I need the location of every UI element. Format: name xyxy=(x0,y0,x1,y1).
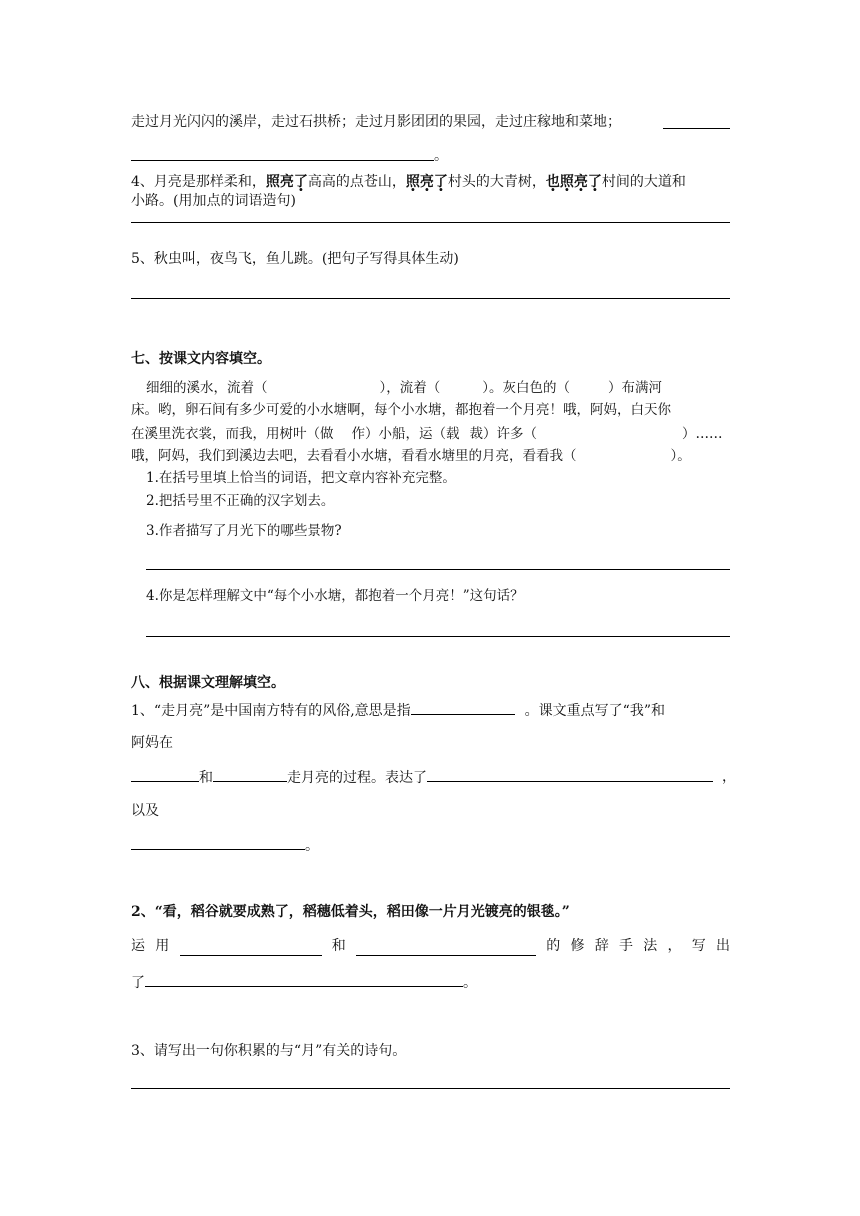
s8-char: ， xyxy=(667,938,682,954)
q4-text: 村间的大道和 xyxy=(601,174,686,190)
s8-q1-line2: 阿妈在 xyxy=(131,735,173,751)
q4-keyword: 也照亮了 xyxy=(545,174,602,190)
s7-text: ），流着（ xyxy=(379,380,441,396)
s7-text: 在溪里洗衣裳，而我，用树叶（做 xyxy=(131,426,334,442)
s8-text: 1、“走月亮”是中国南方特有的风俗,意思是指 xyxy=(131,703,411,719)
section-7-heading: 七、按课文内容填空。 xyxy=(131,351,271,367)
answer-blank[interactable] xyxy=(663,128,730,129)
s7-para-line1 xyxy=(146,378,662,398)
s8-q3: 3、请写出一句你积累的与“月”有关的诗句。 xyxy=(131,1043,407,1059)
s8-q1-line4: 以及 xyxy=(131,803,159,819)
q4-keyword: 照亮了 xyxy=(405,174,448,190)
s7-text: 作）小船，运（载 xyxy=(351,426,460,442)
s8-char: 修 xyxy=(570,938,585,954)
fill-blank[interactable] xyxy=(411,700,515,715)
s7-text: ）。灰白色的（ xyxy=(482,380,570,396)
s8-char: 的 xyxy=(546,938,561,954)
answer-line[interactable] xyxy=(146,636,730,637)
s8-char: 和 xyxy=(331,938,346,954)
s8-q1-comma: ， xyxy=(722,769,736,785)
q4-line2: 小路。(用加点的词语造句) xyxy=(131,193,296,209)
s8-char: 了 xyxy=(131,975,145,991)
s7-para-line3 xyxy=(131,424,723,444)
q5-text: 5、秋虫叫，夜鸟飞，鱼儿跳。(把句子写得具体生动) xyxy=(131,251,459,267)
fill-blank[interactable] xyxy=(427,767,713,782)
s7-sub1: 1.在括号里填上恰当的词语，把文章内容补充完整。 xyxy=(146,470,456,486)
s8-q1-line3 xyxy=(131,767,713,788)
s8-q2-line1 xyxy=(131,936,730,956)
s7-para-line4 xyxy=(131,446,691,466)
s8-char: 出 xyxy=(716,938,730,954)
answer-line[interactable] xyxy=(146,569,730,570)
s8-q2-line2 xyxy=(131,972,477,993)
q4-text: 高高的点苍山， xyxy=(307,174,406,190)
s8-char: 写 xyxy=(691,938,706,954)
answer-blank[interactable] xyxy=(131,160,434,161)
s8-q1-line1 xyxy=(131,700,665,721)
fill-blank[interactable] xyxy=(145,972,463,987)
fill-blank[interactable] xyxy=(213,767,287,782)
answer-line[interactable] xyxy=(131,1088,730,1089)
answer-line[interactable] xyxy=(131,298,730,299)
s8-q2-quote: 2、“看，稻谷就要成熟了，稻穗低着头，稻田像一片月光镀亮的银毯。” xyxy=(131,904,570,920)
answer-line[interactable] xyxy=(131,222,730,223)
fill-blank[interactable] xyxy=(180,941,322,956)
s7-text: ）布满河 xyxy=(608,380,662,396)
s8-text: 。 xyxy=(305,838,319,854)
q3-text: 走过月光闪闪的溪岸，走过石拱桥；走过月影团团的果园，走过庄稼地和菜地； xyxy=(131,114,621,130)
s8-char: 。 xyxy=(463,975,477,991)
s8-q1-line5 xyxy=(131,835,319,856)
s7-para-line2: 床。哟，卵石间有多少可爱的小水塘啊，每个小水塘，都抱着一个月亮！哦，阿妈，白天你 xyxy=(131,402,671,418)
section-8-heading: 八、根据课文理解填空。 xyxy=(131,675,285,691)
s8-char: 用 xyxy=(155,938,170,954)
s8-text: 和 xyxy=(199,770,213,786)
s8-char: 运 xyxy=(131,938,145,954)
fill-blank[interactable] xyxy=(131,767,199,782)
s8-text: 。课文重点写了“我”和 xyxy=(524,703,665,719)
s8-char: 辞 xyxy=(594,938,609,954)
s7-text: 哦，阿妈，我们到溪边去吧，去看看小水塘，看看水塘里的月亮，看看我（ xyxy=(131,448,577,464)
s7-sub4: 4.你是怎样理解文中“每个小水塘，都抱着一个月亮！”这句话？ xyxy=(146,588,524,604)
q4-text: 村头的大青树， xyxy=(447,174,546,190)
s7-text: ）。 xyxy=(670,448,691,464)
s7-text: ）…… xyxy=(682,426,723,442)
s7-text: 细细的溪水，流着（ xyxy=(146,380,268,396)
s7-sub2: 2.把括号里不正确的汉字划去。 xyxy=(146,493,335,509)
s8-char: 法 xyxy=(643,938,658,954)
fill-blank[interactable] xyxy=(356,941,536,956)
fill-blank[interactable] xyxy=(131,835,305,850)
q4-line1 xyxy=(131,172,686,192)
s7-sub3: 3.作者描写了月光下的哪些景物? xyxy=(146,523,342,539)
s8-text: 走月亮的过程。表达了 xyxy=(287,770,427,786)
q3-end: 。 xyxy=(434,148,448,164)
s8-char: 手 xyxy=(619,938,633,954)
q3-line1 xyxy=(131,112,621,132)
q4-keyword: 照亮了 xyxy=(265,174,308,190)
q4-text: 4、月亮是那样柔和， xyxy=(131,174,266,190)
s7-text: 裁）许多（ xyxy=(469,426,537,442)
